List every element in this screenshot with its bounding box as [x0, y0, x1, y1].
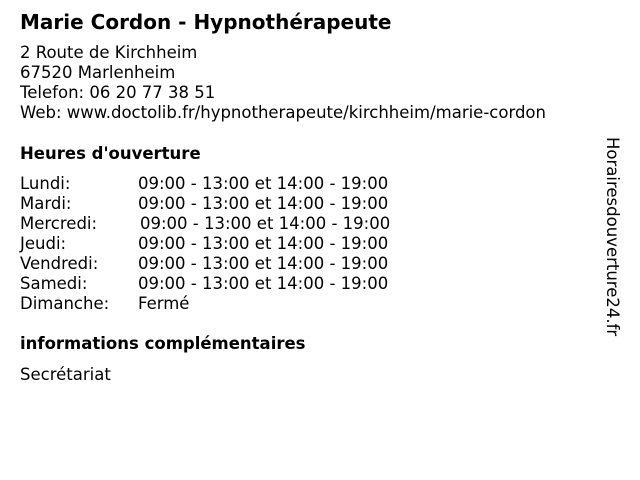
hours-row-saturday: [20, 274, 440, 294]
hours-time: 09:00 - 13:00 et 14:00 - 19:00: [138, 174, 389, 193]
hours-day: Dimanche:: [20, 294, 110, 313]
hours-row-friday: [20, 254, 440, 274]
hours-day: Mardi:: [20, 194, 72, 213]
hours-time: Fermé: [138, 294, 190, 313]
phone-line: Telefon: 06 20 77 38 51: [20, 83, 216, 102]
extra-info-text: Secrétariat: [20, 365, 111, 384]
hours-time: 09:00 - 13:00 et 14:00 - 19:00: [138, 234, 389, 253]
address-city: 67520 Marlenheim: [20, 63, 176, 82]
address-street: 2 Route de Kirchheim: [20, 43, 198, 62]
hours-heading: Heures d'ouverture: [20, 144, 201, 163]
hours-row-sunday: [20, 294, 440, 314]
hours-time: 09:00 - 13:00 et 14:00 - 19:00: [138, 194, 389, 213]
hours-time: 09:00 - 13:00 et 14:00 - 19:00: [138, 274, 389, 293]
web-line: Web: www.doctolib.fr/hypnotherapeute/kirchheim/marie-cordon: [20, 103, 546, 122]
hours-day: Vendredi:: [20, 254, 99, 273]
hours-day: Jeudi:: [20, 234, 67, 253]
site-watermark: Horairesdouverture24.fr: [603, 137, 622, 337]
hours-row-thursday: [20, 234, 440, 254]
hours-row-monday: [20, 174, 440, 194]
hours-day: Lundi:: [20, 174, 71, 193]
hours-row-wednesday: [20, 214, 440, 234]
extra-info-heading: informations complémentaires: [20, 334, 306, 353]
hours-day: Mercredi:: [20, 214, 98, 233]
hours-day: Samedi:: [20, 274, 88, 293]
hours-time: 09:00 - 13:00 et 14:00 - 19:00: [138, 254, 389, 273]
hours-time: 09:00 - 13:00 et 14:00 - 19:00: [140, 214, 391, 233]
hours-row-tuesday: [20, 194, 440, 214]
page-title: Marie Cordon - Hypnothérapeute: [20, 10, 392, 34]
